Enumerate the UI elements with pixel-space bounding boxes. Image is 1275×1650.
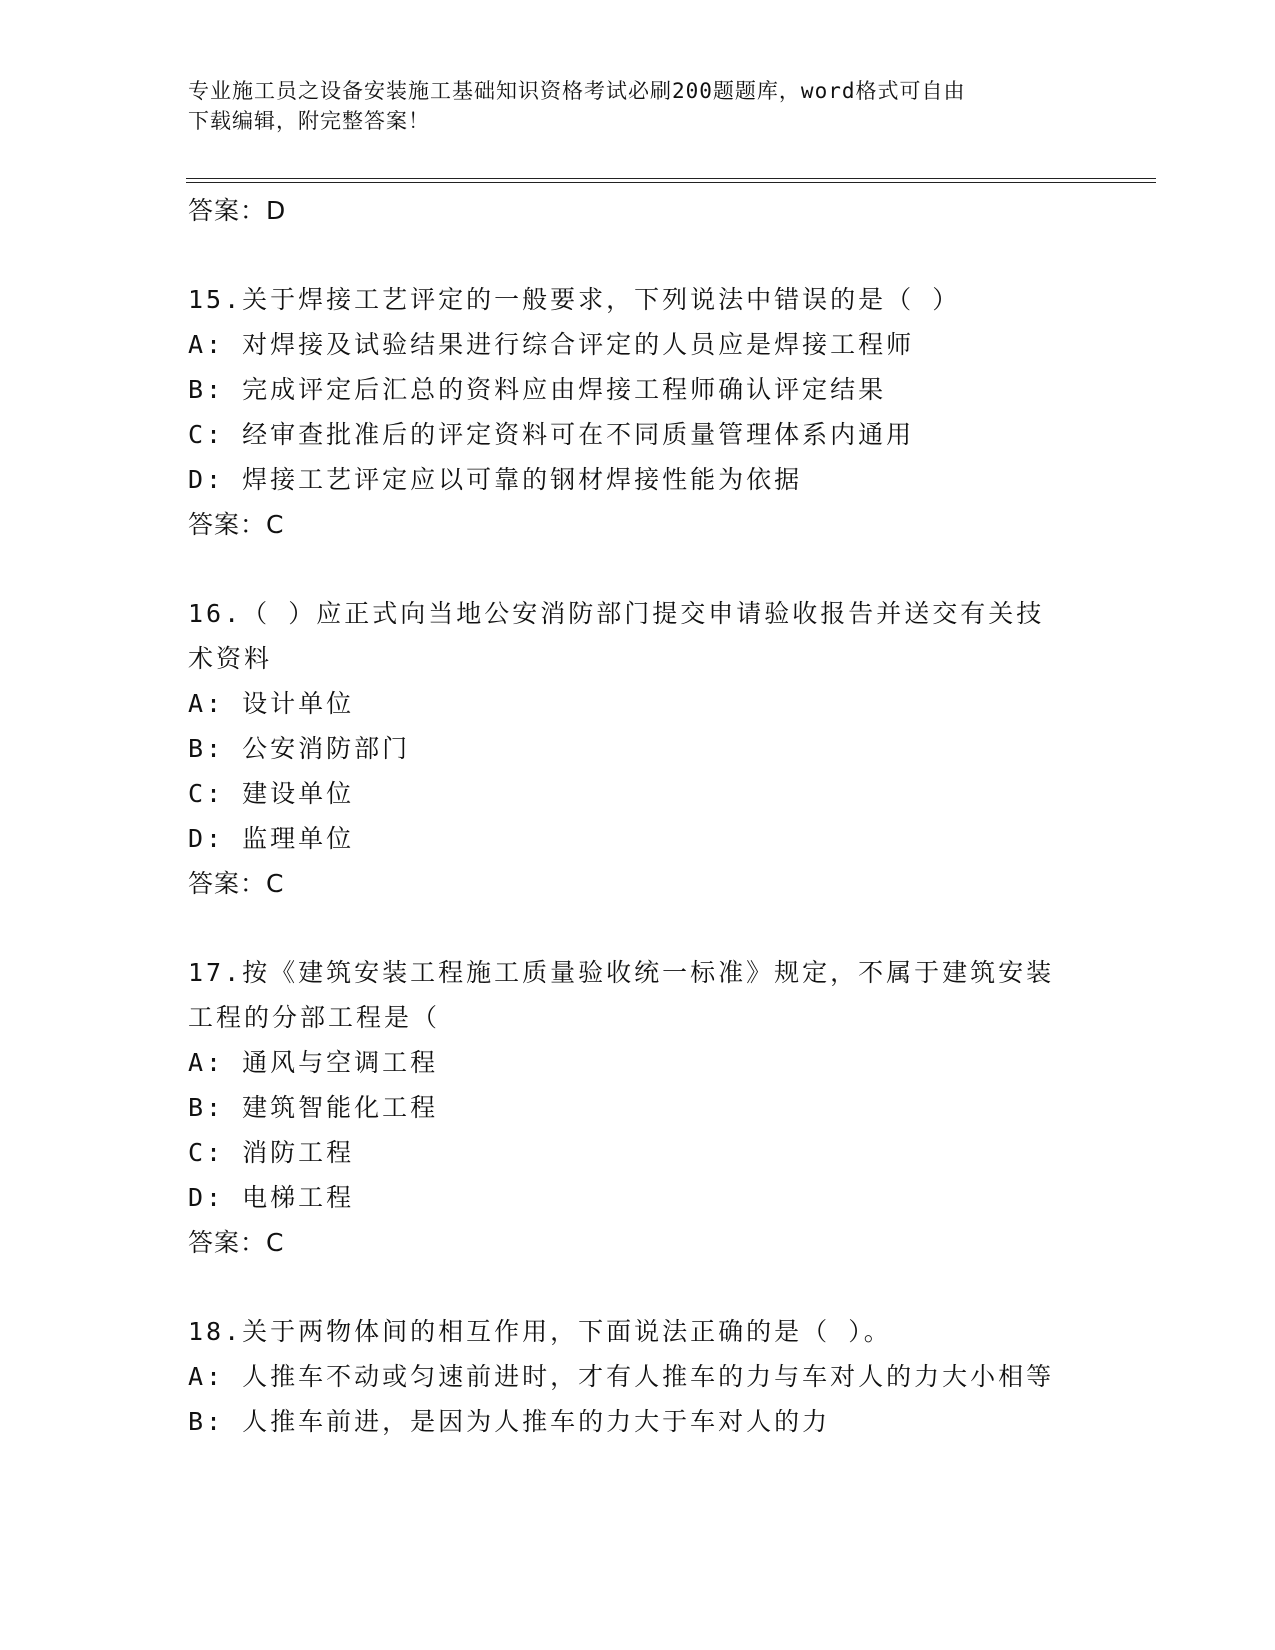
answer-line: 答案：C (188, 869, 285, 898)
answer-line: 答案：D (188, 196, 287, 225)
document-header (188, 76, 1068, 136)
question-block (188, 950, 1088, 1265)
answer-line: 答案：C (188, 510, 285, 539)
option-c: C: 经审查批准后的评定资料可在不同质量管理体系内通用 (188, 420, 915, 449)
option-b: B: 完成评定后汇总的资料应由焊接工程师确认评定结果 (188, 375, 887, 404)
option-c: C: 消防工程 (188, 1138, 355, 1167)
question-block (188, 1309, 1088, 1444)
header-line-2: 下载编辑，附完整答案！ (188, 109, 430, 133)
option-b: B: 公安消防部门 (188, 734, 411, 763)
option-d: D: 电梯工程 (188, 1183, 355, 1212)
header-line-1: 专业施工员之设备安装施工基础知识资格考试必刷200题题库，word格式可自由 (188, 79, 966, 103)
option-b: B: 人推车前进，是因为人推车的力大于车对人的力 (188, 1407, 831, 1436)
option-b: B: 建筑智能化工程 (188, 1093, 439, 1122)
option-d: D: 焊接工艺评定应以可靠的钢材焊接性能为依据 (188, 465, 803, 494)
option-a: A: 对焊接及试验结果进行综合评定的人员应是焊接工程师 (188, 330, 915, 359)
answer-line: 答案：C (188, 1228, 285, 1257)
question-text-continued: 工程的分部工程是（ (188, 1003, 441, 1032)
question-text-continued: 术资料 (188, 644, 273, 673)
header-rule-bottom (186, 182, 1156, 183)
option-c: C: 建设单位 (188, 779, 355, 808)
option-a: A: 通风与空调工程 (188, 1048, 439, 1077)
question-text: 17.按《建筑安装工程施工质量验收统一标准》规定，不属于建筑安装 (188, 958, 1055, 987)
option-a: A: 人推车不动或匀速前进时，才有人推车的力与车对人的力大小相等 (188, 1362, 1055, 1391)
document-body (188, 188, 1088, 1444)
question-text: 18.关于两物体间的相互作用，下面说法正确的是（ ）。 (188, 1317, 892, 1346)
header-rule-top (186, 178, 1156, 179)
question-text: 16.（ ）应正式向当地公安消防部门提交申请验收报告并送交有关技 (188, 599, 1045, 628)
question-block (188, 591, 1088, 906)
question-block (188, 277, 1088, 547)
question-text: 15.关于焊接工艺评定的一般要求，下列说法中错误的是（ ） (188, 285, 961, 314)
option-a: A: 设计单位 (188, 689, 355, 718)
option-d: D: 监理单位 (188, 824, 355, 853)
